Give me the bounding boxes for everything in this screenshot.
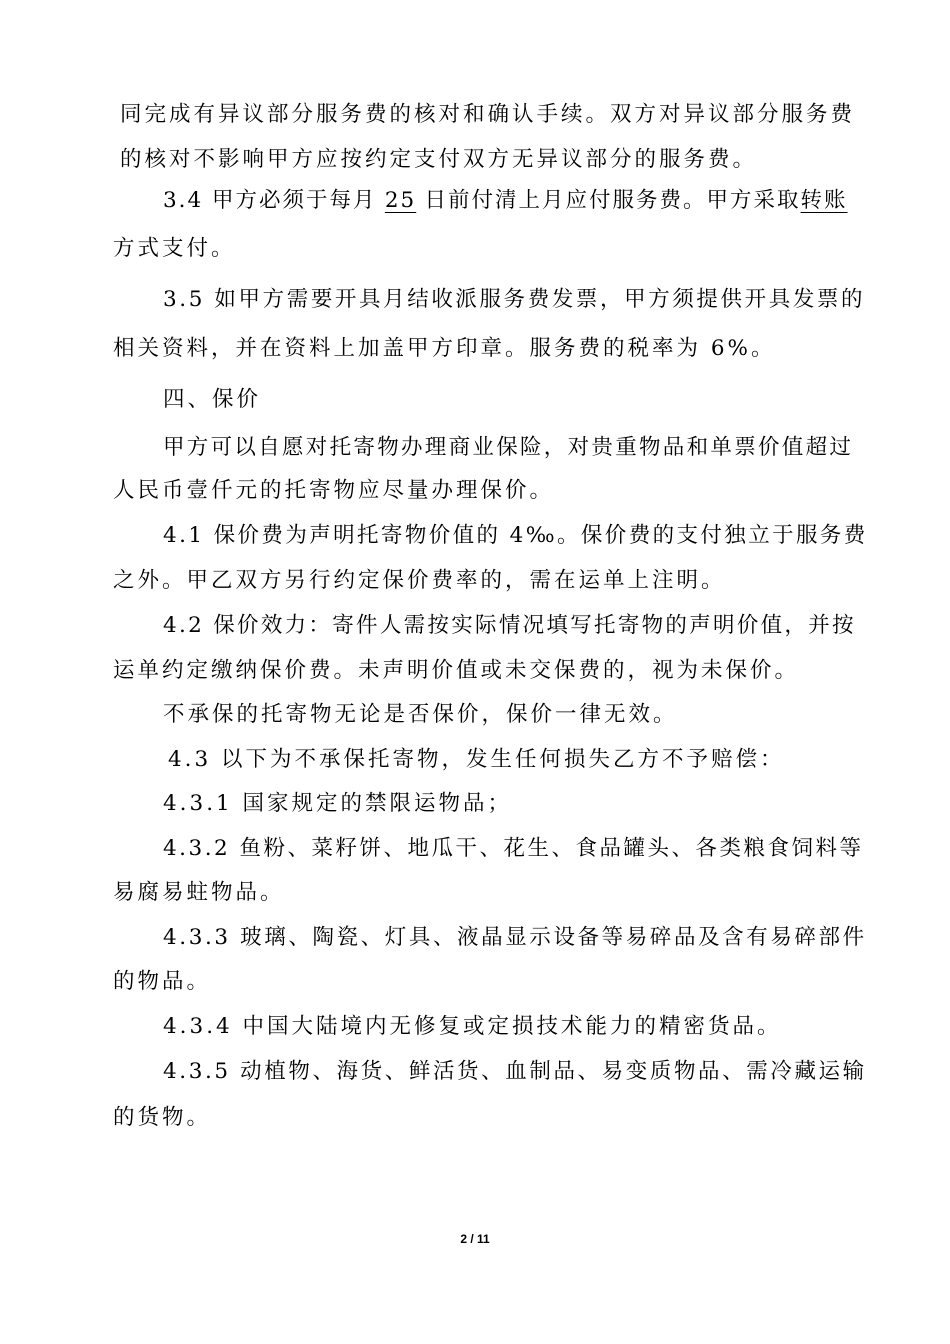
paragraph-line: 4.3 以下为不承保托寄物，发生任何损失乙方不予赔偿：: [168, 747, 785, 772]
paragraph-line: 4.2 保价效力：寄件人需按实际情况填写托寄物的声明价值，并按: [163, 613, 856, 638]
clause-3-4-prefix: 3.4 甲方必须于每月: [163, 188, 377, 213]
paragraph-line: 同完成有异议部分服务费的核对和确认手续。双方对异议部分服务费: [120, 102, 856, 127]
list-item: 4.3.3 玻璃、陶瓷、灯具、液晶显示设备等易碎品及含有易碎部件: [163, 925, 867, 950]
paragraph-line: 3.5 如甲方需要开具月结收派服务费发票，甲方须提供开具发票的: [163, 287, 866, 312]
page-number: 2 / 11: [460, 1232, 490, 1246]
paragraph-line: 4.1 保价费为声明托寄物价值的 4‰。保价费的支付独立于服务费: [163, 523, 868, 548]
list-item-continuation: 的物品。: [113, 969, 212, 994]
paragraph-line: 方式支付。: [113, 236, 236, 261]
clause-3-4-line: [163, 186, 848, 216]
payment-day-field: 25: [384, 188, 417, 213]
list-item-continuation: 的货物。: [113, 1105, 212, 1130]
paragraph-line: 人民币壹仟元的托寄物应尽量办理保价。: [113, 478, 555, 503]
paragraph-line: 之外。甲乙双方另行约定保价费率的，需在运单上注明。: [113, 568, 726, 593]
paragraph-line: 相关资料，并在资料上加盖甲方印章。服务费的税率为 6%。: [113, 336, 776, 361]
payment-method-field: 转账: [800, 188, 848, 213]
clause-3-4-middle: 日前付清上月应付服务费。甲方采取: [424, 188, 801, 213]
list-item-continuation: 易腐易蛀物品。: [113, 880, 285, 905]
paragraph-line: 的核对不影响甲方应按约定支付双方无异议部分的服务费。: [120, 147, 758, 172]
list-item: 4.3.2 鱼粉、菜籽饼、地瓜干、花生、食品罐头、各类粮食饲料等: [163, 836, 864, 861]
list-item: 4.3.1 国家规定的禁限运物品；: [163, 791, 513, 816]
paragraph-line: 运单约定缴纳保价费。未声明价值或未交保费的，视为未保价。: [113, 658, 800, 683]
section-heading: 四、保价: [163, 387, 262, 412]
list-item: 4.3.4 中国大陆境内无修复或定损技术能力的精密货品。: [163, 1014, 782, 1039]
list-item: 4.3.5 动植物、海货、鲜活货、血制品、易变质物品、需冷藏运输: [163, 1059, 867, 1084]
paragraph-line: 甲方可以自愿对托寄物办理商业保险，对贵重物品和单票价值超过: [163, 435, 854, 460]
paragraph-line: 不承保的托寄物无论是否保价，保价一律无效。: [163, 702, 678, 727]
